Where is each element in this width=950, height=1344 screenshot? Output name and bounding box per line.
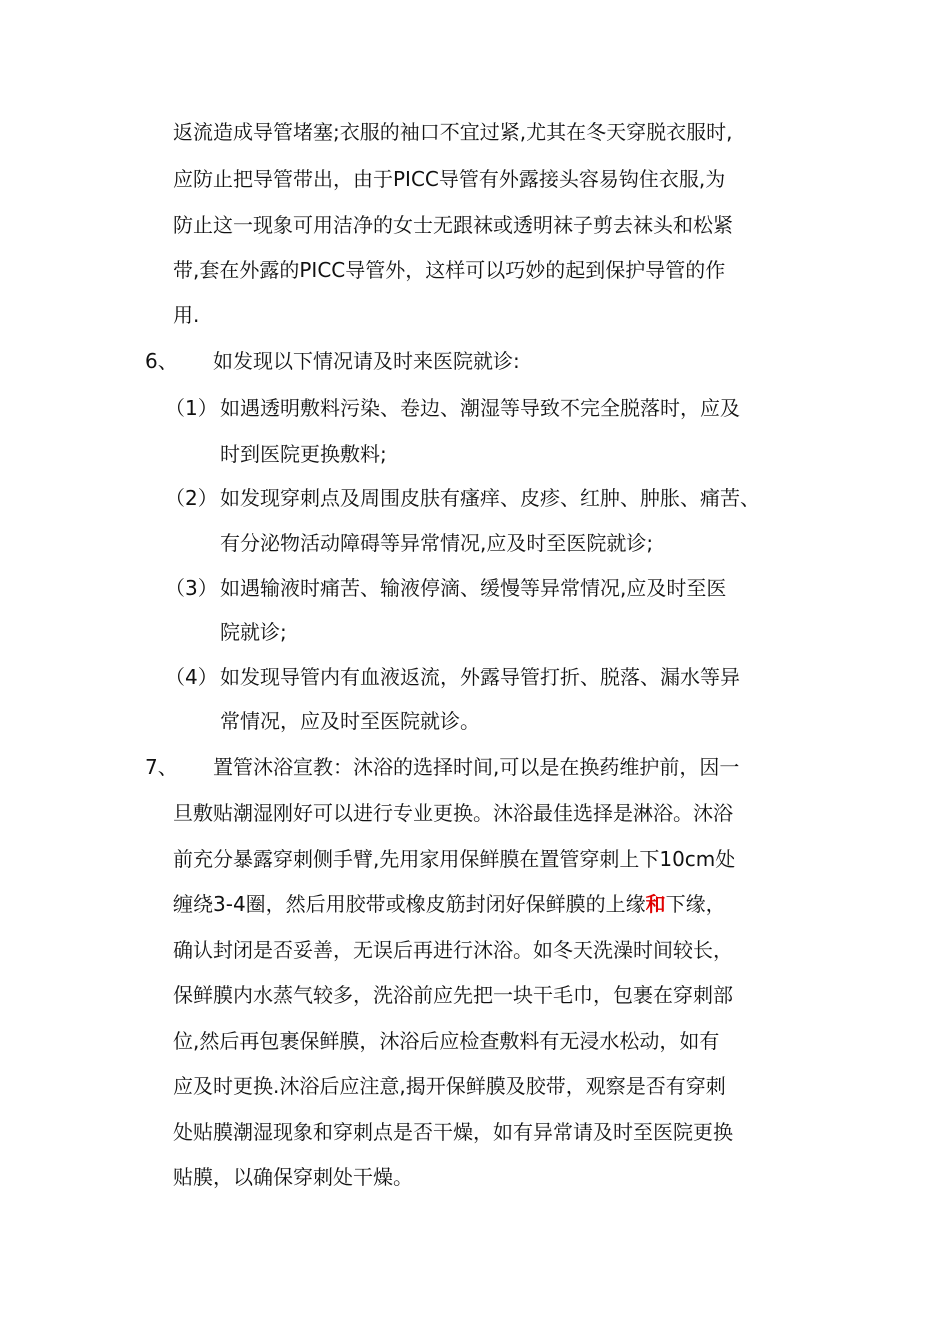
section-7-number: 7、: [145, 755, 178, 779]
section-7-line-8: 应及时更换.沐浴后应注意,揭开保鲜膜及胶带，观察是否有穿刺: [173, 1074, 726, 1098]
intro-line-3: 防止这一现象可用洁净的女士无跟袜或透明袜子剪去袜头和松紧: [173, 213, 733, 237]
item-2-line-1: 如发现穿刺点及周围皮肤有瘙痒、皮疹、红肿、肿胀、痛苦、: [220, 486, 760, 510]
line-4-text-after: 下缘，: [665, 892, 726, 916]
intro-line-5: 用.: [173, 303, 200, 327]
highlighted-word: 和: [645, 892, 666, 916]
section-7-line-2: 旦敷贴潮湿刚好可以进行专业更换。沐浴最佳选择是淋浴。沐浴: [173, 801, 733, 825]
section-7-line-4: [173, 889, 726, 919]
item-2-line-2: 有分泌物活动障碍等异常情况,应及时至医院就诊;: [220, 531, 654, 555]
section-7-line-5: 确认封闭是否妥善，无误后再进行沐浴。如冬天洗澡时间较长，: [173, 938, 733, 962]
item-4-line-2: 常情况，应及时至医院就诊。: [220, 709, 480, 733]
item-2-marker: （2）: [165, 486, 218, 510]
line-4-text-before: 缠绕3-4圈，然后用胶带或橡皮筋封闭好保鲜膜的上缘: [173, 892, 646, 916]
item-3-line-1: 如遇输液时痛苦、输液停滴、缓慢等异常情况,应及时至医: [220, 576, 727, 600]
item-1-marker: （1）: [165, 396, 218, 420]
section-6-title: 如发现以下情况请及时来医院就诊:: [213, 349, 520, 373]
item-3-line-2: 院就诊;: [220, 620, 287, 644]
section-7-line-3: 前充分暴露穿刺侧手臂,先用家用保鲜膜在置管穿刺上下10cm处: [173, 847, 736, 871]
item-3-marker: （3）: [165, 576, 218, 600]
item-4-line-1: 如发现导管内有血液返流，外露导管打折、脱落、漏水等异: [220, 665, 740, 689]
intro-line-4: 带,套在外露的PICC导管外，这样可以巧妙的起到保护导管的作: [173, 258, 726, 282]
section-7-line-1: 置管沐浴宣教：沐浴的选择时间,可以是在换药维护前，因一: [213, 755, 740, 779]
item-1-line-1: 如遇透明敷料污染、卷边、潮湿等导致不完全脱落时，应及: [220, 396, 740, 420]
section-7-line-7: 位,然后再包裹保鲜膜，沐浴后应检查敷料有无浸水松动，如有: [173, 1029, 720, 1053]
intro-line-2: 应防止把导管带出，由于PICC导管有外露接头容易钩住衣服,为: [173, 167, 726, 191]
item-4-marker: （4）: [165, 665, 218, 689]
section-7-line-6: 保鲜膜内水蒸气较多，洗浴前应先把一块干毛巾，包裹在穿刺部: [173, 983, 733, 1007]
item-1-line-2: 时到医院更换敷料;: [220, 442, 387, 466]
intro-line-1: 返流造成导管堵塞;衣服的袖口不宜过紧,尤其在冬天穿脱衣服时,: [173, 120, 733, 144]
section-6-number: 6、: [145, 349, 178, 373]
section-7-line-10: 贴膜，以确保穿刺处干燥。: [173, 1165, 413, 1189]
section-7-line-9: 处贴膜潮湿现象和穿刺点是否干燥，如有异常请及时至医院更换: [173, 1120, 733, 1144]
